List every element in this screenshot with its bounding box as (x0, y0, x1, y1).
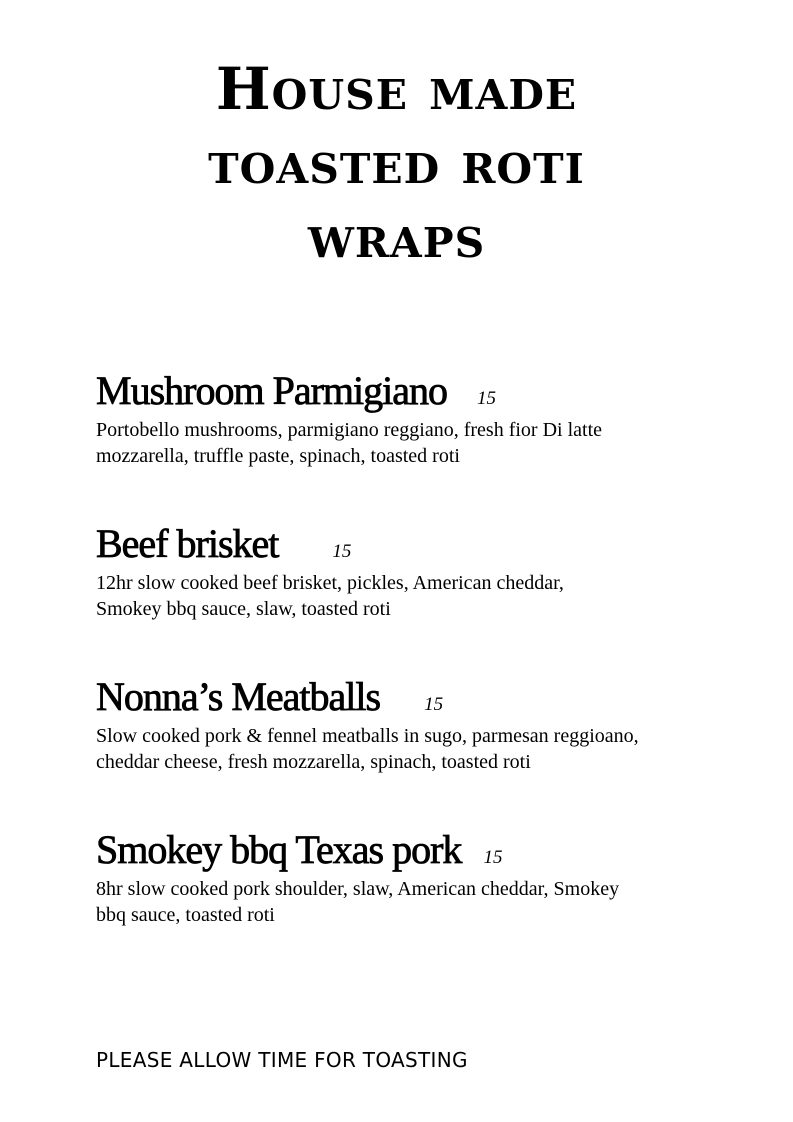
description-line: Portobello mushrooms, parmigiano reggiano, fresh fior Di latte (96, 419, 603, 441)
menu-item-beef-brisket (96, 518, 736, 622)
description-line: bbq sauce, toasted roti (96, 904, 275, 926)
menu-item-header (96, 671, 736, 723)
description-line: 12hr slow cooked beef brisket, pickles, American cheddar, (96, 572, 564, 594)
menu-item-price: 15 (476, 388, 496, 409)
menu-item-name: Mushroom Parmigiano (96, 368, 447, 413)
menu-item-smokey-bbq-texas-pork (96, 824, 736, 928)
menu-item-description (96, 876, 736, 928)
menu-item-description (96, 417, 736, 469)
title-line: wraps (307, 203, 486, 271)
menu-item-price: 15 (483, 847, 503, 868)
menu-item-header (96, 365, 736, 417)
menu-item-name: Smokey bbq Texas pork (96, 827, 462, 872)
title-line: House made (215, 55, 578, 123)
menu-item-price: 15 (332, 541, 352, 562)
menu-item-mushroom-parmigiano (96, 365, 736, 469)
menu-item-nonnas-meatballs (96, 671, 736, 775)
menu-item-price: 15 (424, 694, 444, 715)
toasting-notice: PLEASE ALLOW TIME FOR TOASTING (96, 1048, 468, 1072)
description-line: Slow cooked pork & fennel meatballs in sugo, parmesan reggioano, (96, 725, 639, 747)
title-line: toasted roti (208, 129, 585, 197)
description-line: Smokey bbq sauce, slaw, toasted roti (96, 598, 391, 620)
description-line: 8hr slow cooked pork shoulder, slaw, American cheddar, Smokey (96, 878, 620, 900)
menu-item-description (96, 570, 736, 622)
menu-item-description (96, 723, 736, 775)
description-line: cheddar cheese, fresh mozzarella, spinach, toasted roti (96, 751, 531, 773)
menu-item-name: Beef brisket (96, 521, 279, 566)
description-line: mozzarella, truffle paste, spinach, toasted roti (96, 445, 460, 467)
page-title (0, 52, 793, 274)
menu-item-header (96, 824, 736, 876)
menu-item-name: Nonna’s Meatballs (96, 674, 381, 719)
menu-item-header (96, 518, 736, 570)
menu-items (96, 365, 736, 928)
